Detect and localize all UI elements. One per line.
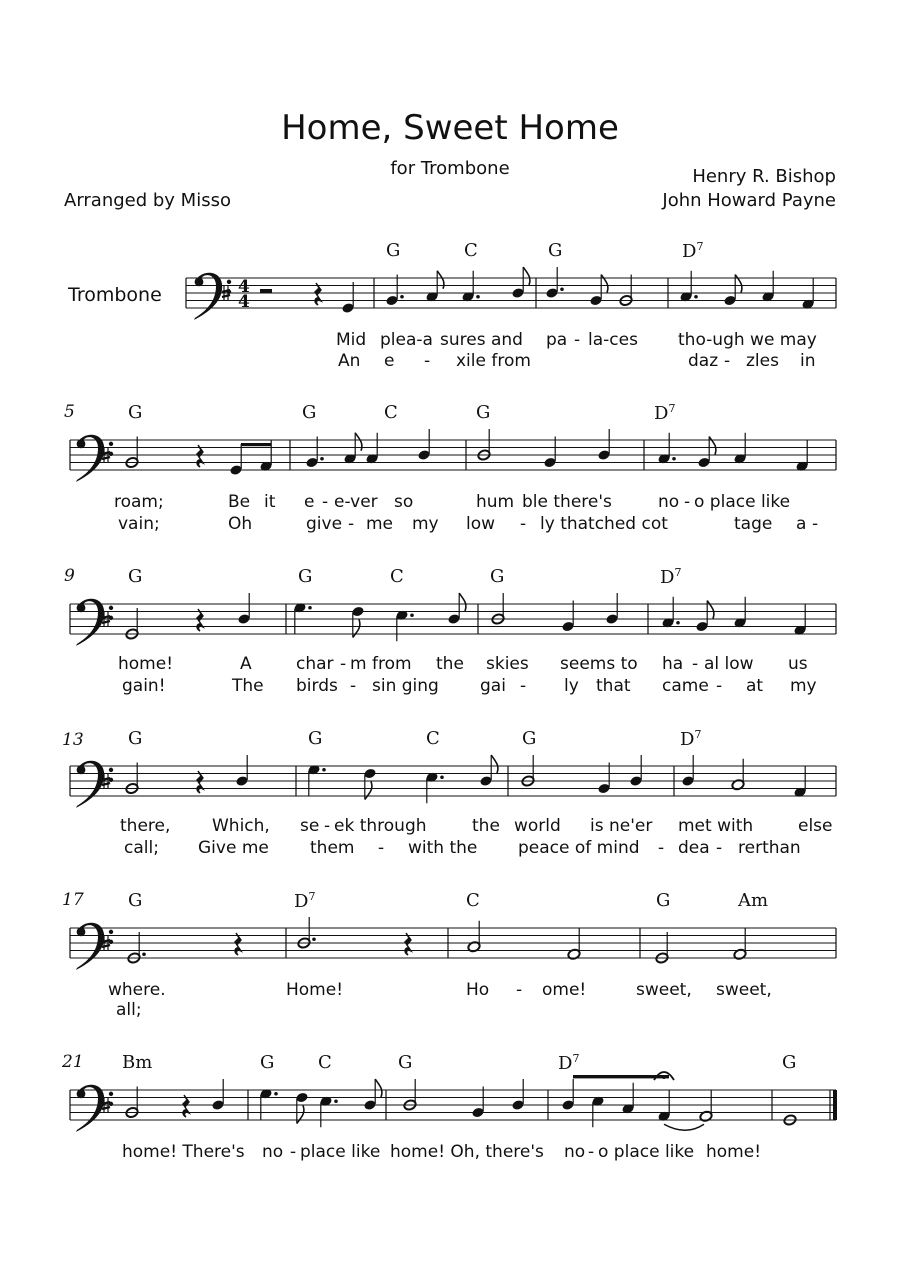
note (657, 433, 675, 465)
note (125, 763, 139, 795)
note (229, 444, 242, 476)
note (297, 917, 316, 949)
note (343, 433, 362, 465)
quarter-rest-icon (197, 609, 203, 631)
note (605, 593, 618, 625)
lyric-syllable: low (466, 514, 496, 534)
note (731, 759, 745, 791)
lyric-syllable: tage (734, 514, 773, 534)
dot (676, 621, 680, 625)
chord-symbol: G (548, 240, 563, 261)
note (561, 601, 574, 633)
note (657, 1090, 670, 1122)
dot (400, 295, 404, 299)
note (793, 604, 806, 636)
lyric-syllable: plea-a (380, 330, 433, 350)
note (521, 755, 535, 787)
chord-symbol: G (782, 1052, 797, 1073)
note (479, 755, 498, 787)
lyric-syllable: The (232, 676, 264, 696)
lyric-syllable: - (574, 330, 581, 350)
quarter-rest-icon (197, 771, 203, 793)
quarter-rest-icon (197, 445, 203, 467)
lyric-syllable: - (350, 676, 357, 696)
note (307, 764, 325, 796)
lyric-syllable: - (812, 514, 819, 534)
lyric-syllable: is ne'er (590, 816, 653, 836)
lyric-syllable: met with (678, 816, 754, 836)
lyric-syllable: - (692, 654, 699, 674)
lyric-syllable: - (658, 838, 665, 858)
lyric-syllable: char (296, 654, 334, 674)
note (351, 606, 364, 638)
staff-system (70, 923, 836, 970)
flag (459, 593, 466, 611)
chord-symbol: G (298, 566, 313, 587)
lyric-syllable: them (310, 838, 355, 858)
chord-symbol: C (466, 890, 480, 911)
note (681, 755, 694, 787)
lyric-syllable: se (300, 816, 320, 836)
note (511, 267, 530, 299)
note (697, 437, 716, 469)
chord-symbol: $D^7$ (660, 566, 682, 588)
lyric-syllable: gain! (122, 676, 166, 696)
chord-symbol: Bm (122, 1052, 153, 1073)
half-rest (260, 289, 272, 293)
chord-symbol: G (476, 402, 491, 423)
lyric-syllable: - (340, 654, 347, 674)
chord-symbol: G (128, 402, 143, 423)
lyric-syllable: o place like (598, 1142, 695, 1162)
note (561, 1079, 574, 1111)
score-subtitle: for Trombone (390, 158, 510, 179)
flag (353, 620, 360, 638)
lyric-syllable: e (384, 351, 395, 371)
quarter-rest-icon (183, 1095, 189, 1117)
flag (375, 1079, 382, 1097)
lyric-syllable: roam; (114, 492, 164, 512)
chord-symbol: G (490, 566, 505, 587)
note (733, 928, 747, 960)
fermata-dot (662, 1075, 666, 1079)
note (403, 1079, 417, 1111)
lyric-syllable: - (716, 838, 723, 858)
note (425, 271, 444, 303)
measure-number: 9 (64, 566, 75, 586)
lyric-syllable: daz (688, 351, 719, 371)
lyric-syllable: place like (300, 1142, 381, 1162)
note (511, 1079, 524, 1111)
note (695, 601, 714, 633)
measure-number: 5 (64, 402, 75, 422)
lyric-syllable: vain; (118, 514, 160, 534)
flag (437, 271, 444, 289)
chord-symbol: $D^7$ (558, 1052, 580, 1074)
chord-symbol: G (128, 728, 143, 749)
note (629, 755, 642, 787)
dot (440, 775, 444, 779)
chord-symbol: $D^7$ (682, 240, 704, 262)
lyric-syllable: there, (120, 816, 171, 836)
staff-system (70, 435, 836, 482)
note (679, 271, 697, 303)
flag (355, 433, 362, 451)
lyric-syllable: in (800, 351, 816, 371)
note (125, 608, 139, 640)
tie (664, 1124, 704, 1130)
lyric-syllable: - (588, 1142, 595, 1162)
chord-symbol: C (390, 566, 404, 587)
lyric-syllable: sweet, (716, 980, 772, 1000)
chord-symbol: G (398, 1052, 413, 1073)
lyric-syllable: at (746, 676, 764, 696)
time-signature-top: 4 (238, 277, 250, 297)
note (237, 593, 250, 625)
flag (297, 1106, 304, 1124)
note (491, 593, 505, 625)
note (211, 1079, 224, 1111)
lyric-syllable: pa (546, 330, 568, 350)
lyric-syllable: world (514, 816, 561, 836)
lyric-syllable: - (516, 980, 523, 1000)
note (363, 768, 376, 800)
staff-system (70, 1085, 837, 1132)
lyric-syllable: - (520, 514, 527, 534)
lyric-syllable: ha (662, 654, 684, 674)
lyric-syllable: all; (116, 1000, 142, 1020)
lyric-syllable: birds (296, 676, 338, 696)
chord-symbol: C (464, 240, 478, 261)
lyric-syllable: sin ging (372, 676, 439, 696)
lyric-syllable: my (412, 514, 439, 534)
lyric-syllable: home! There's (122, 1142, 245, 1162)
lyric-syllable: Give me (198, 838, 269, 858)
lyric-syllable: ly (564, 676, 579, 696)
note (295, 1092, 308, 1124)
chord-symbol: G (128, 890, 143, 911)
lyric-syllable: ble there's (522, 492, 612, 512)
lyric-syllable: - (520, 676, 527, 696)
note (761, 271, 774, 303)
score-title: Home, Sweet Home (281, 108, 619, 148)
lyric-syllable: tho-ugh we may (678, 330, 817, 350)
lyric-syllable: m from (350, 654, 412, 674)
lyric-syllable: hum (476, 492, 515, 512)
note (127, 932, 146, 964)
lyric-syllable: - (324, 816, 331, 836)
lyric-syllable: e-ver (334, 492, 378, 512)
note (801, 278, 814, 310)
lyric-syllable: skies (486, 654, 529, 674)
composer-credit: Henry R. Bishop (692, 166, 836, 187)
lyric-syllable: give (306, 514, 343, 534)
note (543, 437, 556, 469)
lyric-syllable: Be (228, 492, 251, 512)
note (293, 602, 311, 634)
lyric-syllable: home! (118, 654, 174, 674)
note (363, 1079, 382, 1111)
note (733, 433, 746, 465)
lyric-syllable: ly thatched cot (540, 514, 668, 534)
note (235, 755, 248, 787)
chord-symbol: $D^7$ (294, 890, 316, 912)
arranger-credit: Arranged by Misso (64, 190, 231, 211)
note (125, 437, 139, 469)
chord-symbol: G (386, 240, 401, 261)
note (417, 429, 430, 461)
note (619, 275, 633, 307)
dot (308, 606, 312, 610)
note (597, 429, 610, 461)
lyric-syllable: al low (704, 654, 754, 674)
lyric-syllable: call; (124, 838, 159, 858)
chord-symbol: G (522, 728, 537, 749)
note (795, 440, 808, 472)
time-signature-bottom: 4 (238, 292, 250, 312)
lyric-syllable: - (322, 492, 329, 512)
lyric-syllable: it (264, 492, 276, 512)
lyric-syllable: xile from (456, 351, 531, 371)
lyric-syllable: A (240, 654, 252, 674)
lyric-syllable: An (338, 351, 361, 371)
lyric-syllable: me (366, 514, 394, 534)
measure-number: 17 (62, 890, 84, 910)
dot (560, 287, 564, 291)
note (733, 597, 746, 629)
chord-symbol: G (128, 566, 143, 587)
chord-symbol: $D^7$ (654, 402, 676, 424)
note (125, 1087, 139, 1119)
chord-symbol: G (302, 402, 317, 423)
flag (491, 755, 498, 773)
lyric-syllable: no (658, 492, 680, 512)
lyric-syllable: Ho (466, 980, 490, 1000)
note (319, 1095, 337, 1127)
flag (707, 601, 714, 619)
lyric-syllable: us (788, 654, 808, 674)
lyric-syllable: peace of mind (518, 838, 640, 858)
note (545, 267, 563, 299)
dot (142, 952, 146, 956)
dot (410, 613, 414, 617)
chord-symbol: G (260, 1052, 275, 1073)
chord-symbol: $D^7$ (680, 728, 702, 750)
lyric-syllable: home! Oh, there's (390, 1142, 544, 1162)
note (341, 282, 354, 314)
lyric-syllable: ek through (334, 816, 427, 836)
lyric-syllable: where. (108, 980, 166, 1000)
note (471, 1087, 484, 1119)
lyric-syllable: - (348, 514, 355, 534)
measure-number: 21 (62, 1052, 84, 1072)
lyric-syllable: my (790, 676, 817, 696)
lyric-syllable: rerthan (738, 838, 801, 858)
note (467, 921, 481, 953)
note (567, 928, 581, 960)
dot (322, 768, 326, 772)
staff-system (70, 761, 836, 808)
note (259, 1088, 277, 1120)
lyric-syllable: zles (746, 351, 779, 371)
flag (709, 437, 716, 455)
lyric-syllable: the (472, 816, 500, 836)
lyric-syllable: home! (706, 1142, 762, 1162)
dot (274, 1092, 278, 1096)
measure-number: 13 (62, 730, 84, 750)
lyric-syllable: Home! (286, 980, 344, 1000)
lyric-syllable: no (564, 1142, 586, 1162)
lyric-syllable: came (662, 676, 709, 696)
note (589, 275, 608, 307)
note (661, 597, 679, 629)
dot (672, 457, 676, 461)
beam (241, 443, 271, 446)
lyric-syllable: Mid (336, 330, 367, 350)
note (477, 429, 491, 461)
quarter-rest-icon (235, 933, 241, 955)
lyric-syllable: Which, (212, 816, 270, 836)
lyric-syllable: with the (408, 838, 478, 858)
dot (334, 1099, 338, 1103)
flag (365, 782, 372, 800)
dot (320, 457, 324, 461)
lyric-syllable: a (796, 514, 807, 534)
note (621, 1083, 634, 1115)
lyric-syllable: - (378, 838, 385, 858)
chord-symbol: G (308, 728, 323, 749)
lyric-syllable: no (262, 1142, 284, 1162)
note (305, 437, 323, 469)
note (461, 271, 479, 303)
note (447, 593, 466, 625)
note (793, 766, 806, 798)
lyric-syllable: so (394, 492, 414, 512)
chord-symbol: Am (738, 890, 769, 911)
dot (312, 937, 316, 941)
lyric-syllable: la-ces (588, 330, 638, 350)
lyric-syllable: - (684, 492, 691, 512)
lyric-syllable: o place like (694, 492, 791, 512)
note (597, 763, 610, 795)
lyric-syllable: Oh (228, 514, 253, 534)
note (395, 609, 413, 641)
lyric-syllable: - (424, 351, 431, 371)
lyric-syllable: else (798, 816, 833, 836)
note (591, 1095, 604, 1127)
lyric-syllable: that (596, 676, 631, 696)
final-barline (833, 1090, 837, 1120)
lyric-syllable: - (724, 351, 731, 371)
note (385, 275, 403, 307)
dot (694, 295, 698, 299)
lyric-syllable: sweet, (636, 980, 692, 1000)
note (365, 433, 378, 465)
flag (523, 267, 530, 285)
lyric-syllable: - (716, 676, 723, 696)
instrument-name: Trombone (68, 284, 162, 306)
lyric-syllable: seems to (560, 654, 638, 674)
chord-symbol: C (426, 728, 440, 749)
lyric-syllable: - (290, 1142, 297, 1162)
lyric-syllable: dea (678, 838, 710, 858)
lyric-syllable: sures and (440, 330, 523, 350)
quarter-rest-icon (315, 283, 321, 305)
note (655, 932, 669, 964)
lyric-syllable: ome! (542, 980, 587, 1000)
chord-symbol: C (318, 1052, 332, 1073)
chord-symbol: G (656, 890, 671, 911)
lyric-syllable: the (436, 654, 464, 674)
note (699, 1090, 713, 1122)
note (723, 275, 742, 307)
flag (601, 275, 608, 293)
flag (735, 275, 742, 293)
dot (476, 295, 480, 299)
quarter-rest-icon (405, 933, 411, 955)
note (425, 771, 443, 803)
lyric-syllable: gai (480, 676, 506, 696)
lyric-syllable: e (304, 492, 315, 512)
lyricist-credit: John Howard Payne (662, 190, 836, 211)
chord-symbol: C (384, 402, 398, 423)
